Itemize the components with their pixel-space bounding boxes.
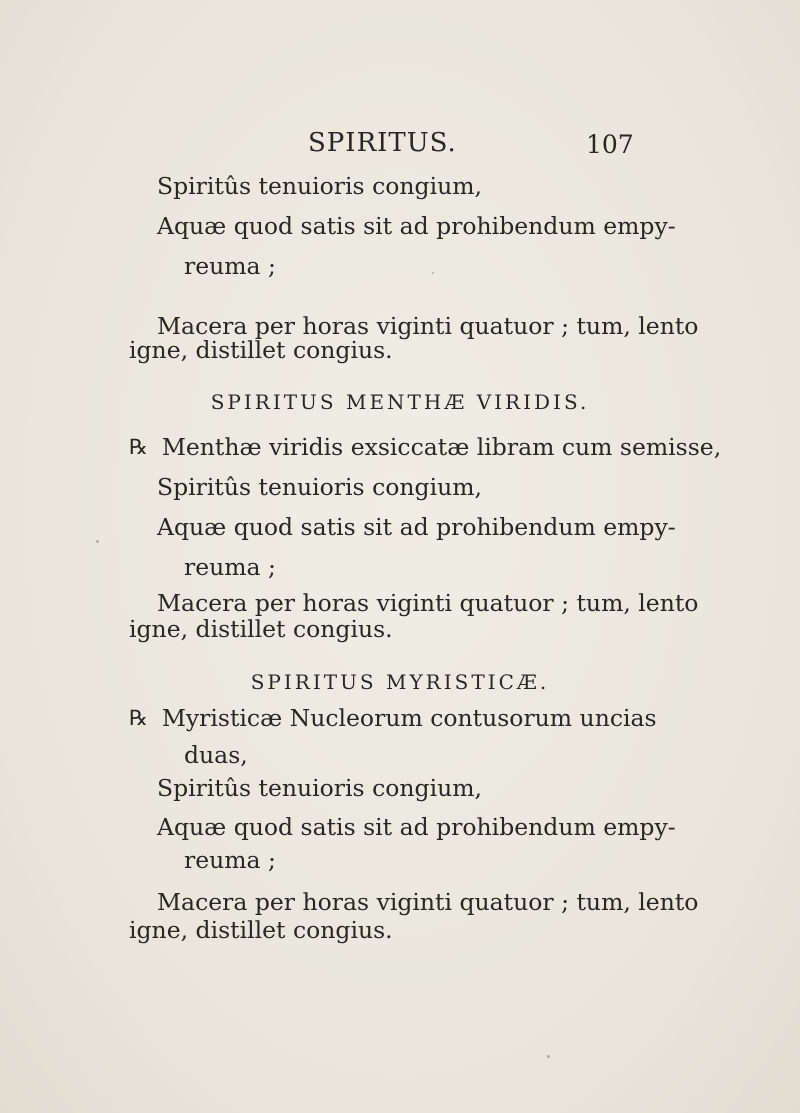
section-heading: SPIRITUS MYRISTICÆ.	[250, 670, 550, 694]
recipe-text: Menthæ viridis exsiccatæ libram cum semisse,	[161, 433, 722, 461]
text-line: reuma ;	[184, 846, 276, 874]
section-heading: SPIRITUS MENTHÆ VIRIDIS.	[210, 390, 590, 414]
text-line: Spiritûs tenuioris congium,	[157, 172, 482, 200]
text-line: reuma ;	[184, 252, 276, 280]
recipe-text: Myristicæ Nucleorum contusorum uncias	[161, 704, 657, 732]
recipe-line	[129, 432, 721, 463]
instruction-line: igne, distillet congius.	[129, 916, 393, 944]
instruction-line: Macera per horas viginti quatuor ; tum, lento	[157, 312, 699, 340]
running-head	[0, 128, 800, 168]
text-line: Spiritûs tenuioris congium,	[157, 774, 482, 802]
paper-speck	[432, 272, 434, 274]
recipe-line	[129, 703, 657, 734]
instruction-line: igne, distillet congius.	[129, 336, 393, 364]
recipe-symbol: ℞	[129, 706, 148, 730]
text-line: reuma ;	[184, 553, 276, 581]
text-line: duas,	[184, 741, 248, 769]
text-line: Aquæ quod satis sit ad prohibendum empy-	[157, 513, 676, 541]
paper-speck	[96, 540, 99, 543]
page-number: 107	[586, 130, 634, 159]
text-line: Spiritûs tenuioris congium,	[157, 473, 482, 501]
paper-speck	[547, 1055, 550, 1058]
text-line: Aquæ quod satis sit ad prohibendum empy-	[157, 212, 676, 240]
text-line: Aquæ quod satis sit ad prohibendum empy-	[157, 813, 676, 841]
instruction-line: igne, distillet congius.	[129, 615, 393, 643]
recipe-symbol: ℞	[129, 435, 148, 459]
page-title: SPIRITUS.	[308, 128, 457, 158]
instruction-line: Macera per horas viginti quatuor ; tum, lento	[157, 888, 699, 916]
instruction-line: Macera per horas viginti quatuor ; tum, lento	[157, 589, 699, 617]
